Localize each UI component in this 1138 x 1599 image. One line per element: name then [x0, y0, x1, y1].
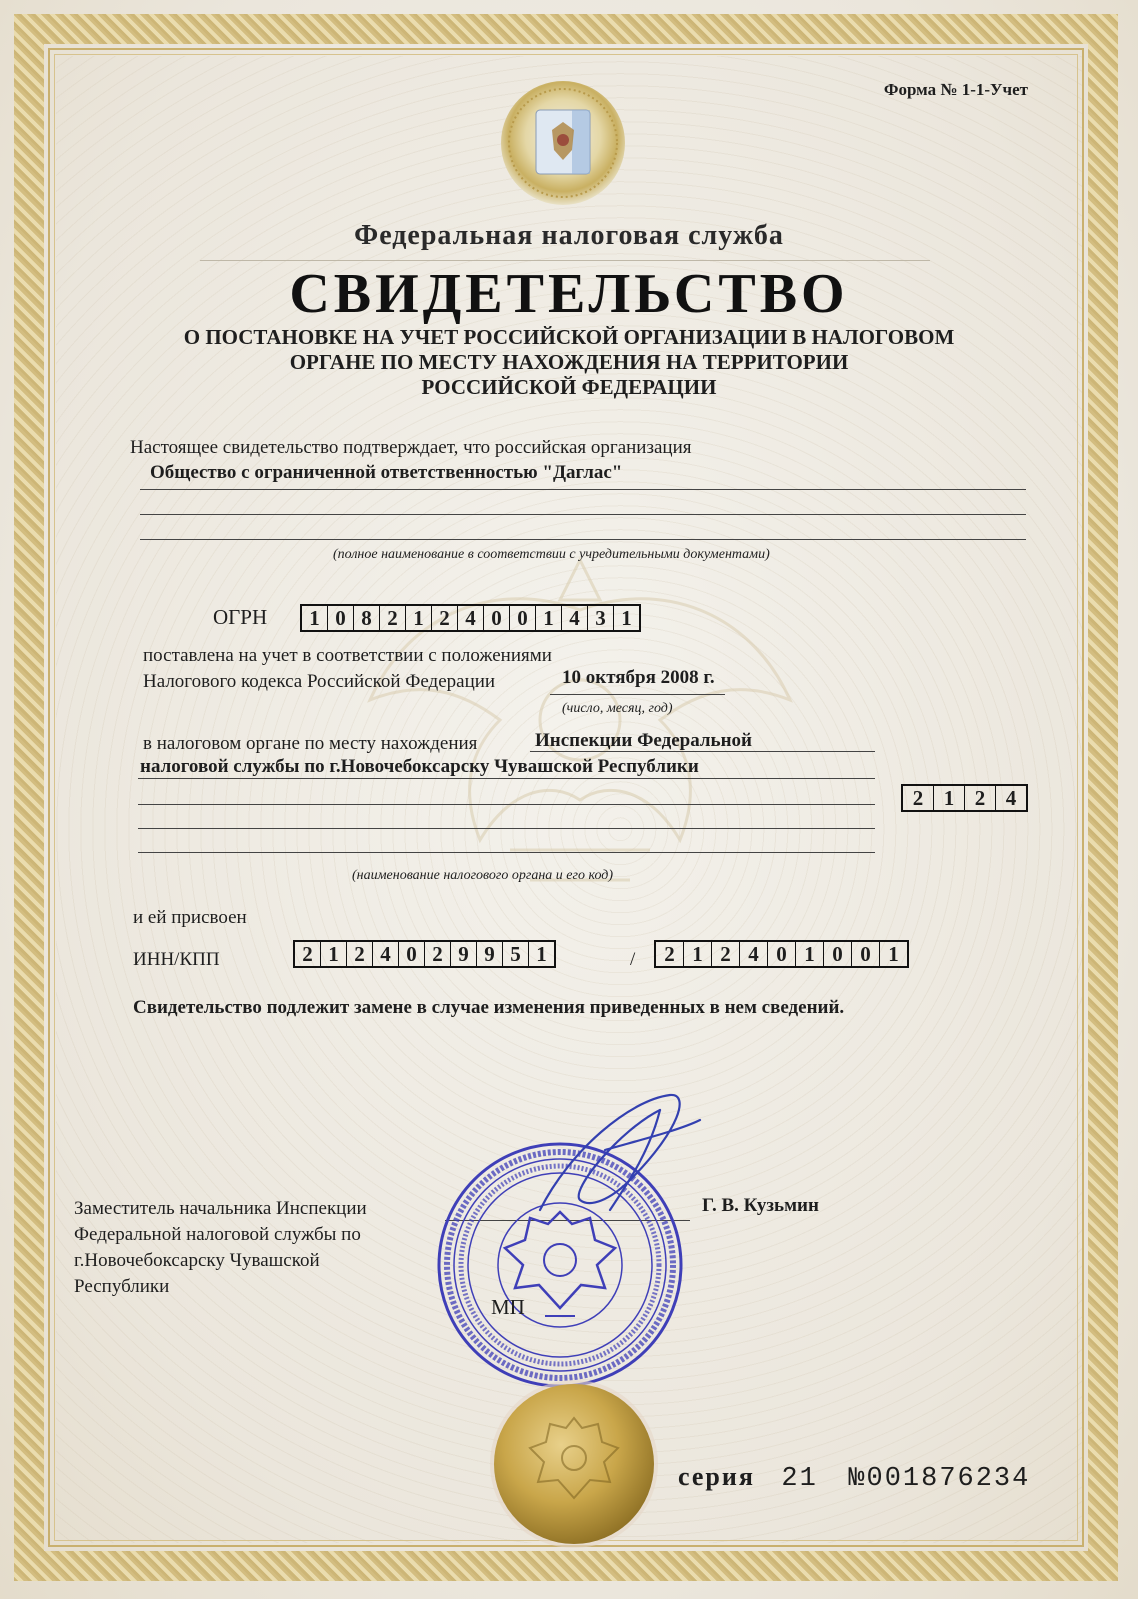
signatory-name: Г. В. Кузьмин	[702, 1195, 819, 1216]
ogrn-digit: 3	[588, 606, 614, 630]
inn-digit: 4	[373, 942, 399, 966]
name-line	[140, 539, 1026, 540]
tax-authority-code-cells	[901, 784, 1028, 812]
tax-authority-note: (наименование налогового органа и его код)	[352, 868, 614, 883]
series-number: №001876234	[848, 1464, 1031, 1494]
series-block	[678, 1462, 1030, 1494]
ogrn-digit: 2	[432, 606, 458, 630]
series-value: 21	[781, 1464, 818, 1494]
tax-authority-label: в налоговом органе по месту нахождения	[143, 733, 478, 754]
kpp-digit: 1	[888, 942, 899, 966]
ogrn-digit: 4	[458, 606, 484, 630]
kpp-digit: 0	[824, 942, 852, 966]
authority-line	[530, 751, 875, 752]
name-line	[140, 489, 1026, 490]
document-subtitle	[0, 325, 1138, 400]
kpp-digit: 1	[796, 942, 824, 966]
assigned-label: и ей присвоен	[133, 907, 247, 928]
intro-text: Настоящее свидетельство подтверждает, что российская организация	[130, 437, 692, 458]
registration-line2: Налогового кодекса Российской Федерации	[143, 671, 496, 692]
code-digit: 4	[1005, 786, 1017, 810]
kpp-digit: 2	[656, 942, 684, 966]
service-underline	[200, 260, 930, 261]
inn-digit: 2	[295, 942, 321, 966]
ogrn-digit: 0	[328, 606, 354, 630]
code-digit: 2	[965, 786, 996, 810]
name-line	[140, 514, 1026, 515]
subtitle-line: РОССИЙСКОЙ ФЕДЕРАЦИИ	[421, 375, 717, 399]
ogrn-digit: 1	[406, 606, 432, 630]
organization-name: Общество с ограниченной ответственностью "Даглас"	[150, 462, 623, 483]
form-number: Форма № 1-1-Учет	[883, 80, 1028, 99]
ogrn-digit: 1	[621, 606, 632, 630]
ogrn-digit: 2	[380, 606, 406, 630]
authority-line	[138, 804, 875, 805]
series-label: серия	[678, 1462, 755, 1491]
registration-line1: поставлена на учет в соответствии с положениями	[143, 645, 552, 666]
kpp-digit: 1	[684, 942, 712, 966]
registration-date: 10 октября 2008 г.	[562, 667, 715, 688]
ogrn-digit: 1	[302, 606, 328, 630]
tax-authority-name-line1: Инспекции Федеральной	[535, 730, 752, 751]
eagle-watermark-icon	[330, 520, 830, 920]
kpp-digit: 4	[740, 942, 768, 966]
kpp-digit: 0	[852, 942, 880, 966]
authority-line	[138, 852, 875, 853]
replacement-notice: Свидетельство подлежит замене в случае изменения приведенных в нем сведений.	[133, 997, 845, 1018]
ogrn-digit: 1	[536, 606, 562, 630]
ogrn-digit: 4	[562, 606, 588, 630]
authority-line	[138, 828, 875, 829]
code-digit: 2	[903, 786, 934, 810]
subtitle-line: ОРГАНЕ ПО МЕСТУ НАХОЖДЕНИЯ НА ТЕРРИТОРИИ	[289, 350, 849, 374]
signatory-role: Заместитель начальника Инспекции Федеральной налоговой службы по г.Новочебоксарску Чувашской Республики	[74, 1198, 367, 1297]
inn-digit: 9	[451, 942, 477, 966]
tax-authority-name-line2: налоговой службы по г.Новочебоксарску Чувашской Республики	[140, 756, 699, 777]
inn-digit: 1	[536, 942, 547, 966]
inn-cells	[293, 940, 556, 968]
inn-digit: 0	[399, 942, 425, 966]
kpp-digit: 2	[712, 942, 740, 966]
ogrn-cells	[300, 604, 641, 632]
date-note: (число, месяц, год)	[562, 701, 673, 716]
ogrn-label: ОГРН	[213, 605, 268, 629]
code-digit: 1	[934, 786, 965, 810]
hologram-emblem-icon	[500, 80, 626, 206]
inn-digit: 9	[477, 942, 503, 966]
document-title: СВИДЕТЕЛЬСТВО	[289, 263, 849, 325]
inn-kpp-label: ИНН/КПП	[133, 949, 220, 970]
ogrn-digit: 8	[354, 606, 380, 630]
inn-kpp-separator: /	[630, 949, 636, 970]
service-name: Федеральная налоговая служба	[354, 220, 784, 251]
stamp-place: МП	[491, 1295, 525, 1319]
ogrn-digit: 0	[484, 606, 510, 630]
kpp-cells	[654, 940, 909, 968]
inn-digit: 1	[321, 942, 347, 966]
signature-icon	[510, 1090, 710, 1230]
date-line	[550, 694, 725, 695]
kpp-digit: 0	[768, 942, 796, 966]
organization-note: (полное наименование в соответствии с учредительными документами)	[333, 547, 770, 562]
authority-line	[138, 778, 875, 779]
inn-digit: 2	[425, 942, 451, 966]
inn-digit: 2	[347, 942, 373, 966]
subtitle-line: О ПОСТАНОВКЕ НА УЧЕТ РОССИЙСКОЙ ОРГАНИЗАЦИИ В НАЛОГОВОМ	[183, 325, 955, 349]
gold-seal-icon	[488, 1378, 660, 1550]
inn-digit: 5	[503, 942, 529, 966]
ogrn-digit: 0	[510, 606, 536, 630]
